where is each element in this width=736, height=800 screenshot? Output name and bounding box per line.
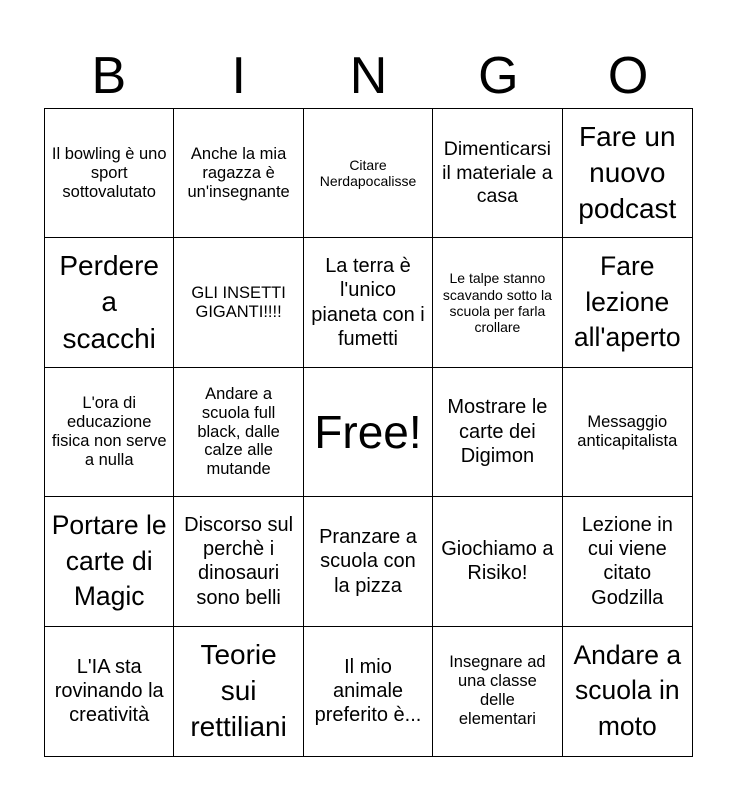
free-space-cell[interactable]: Free! xyxy=(304,368,433,497)
bingo-cell[interactable]: Il mio animale preferito è... xyxy=(304,627,433,756)
bingo-cell[interactable]: Insegnare ad una classe delle elementari xyxy=(433,627,562,756)
header-letter-o: O xyxy=(607,47,649,105)
bingo-cell[interactable]: Lezione in cui viene citato Godzilla xyxy=(563,497,692,626)
bingo-cell[interactable]: Teorie sui rettiliani xyxy=(174,627,303,756)
header-letter-n: N xyxy=(349,47,388,105)
bingo-cell[interactable]: Pranzare a scuola con la pizza xyxy=(304,497,433,626)
header-letter-b: B xyxy=(91,47,127,105)
bingo-cell[interactable]: Andare a scuola in moto xyxy=(573,639,682,742)
bingo-cell[interactable]: Citare Nerdapocalisse xyxy=(304,109,433,238)
bingo-cell[interactable]: L'IA sta rovinando la creatività xyxy=(45,627,174,756)
bingo-cell[interactable]: Giochiamo a Risiko! xyxy=(433,497,562,626)
bingo-cell[interactable]: Fare lezione all'aperto xyxy=(563,238,692,367)
bingo-cell[interactable]: L'ora di educazione fisica non serve a nulla xyxy=(45,368,174,497)
bingo-cell[interactable]: Portare le carte di Magic xyxy=(45,497,174,626)
bingo-cell[interactable]: Le talpe stanno scavando sotto la scuola per farla crollare xyxy=(433,238,562,367)
bingo-header xyxy=(44,44,693,108)
bingo-cell[interactable]: GLI INSETTI GIGANTI!!!! xyxy=(174,238,303,367)
bingo-cell[interactable]: Andare a scuola full black, dalle calze alle mutande xyxy=(174,368,303,497)
bingo-cell[interactable]: Perdere a scacchi xyxy=(45,238,174,367)
bingo-cell[interactable]: Mostrare le carte dei Digimon xyxy=(433,368,562,497)
bingo-cell[interactable]: Discorso sul perchè i dinosauri sono belli xyxy=(174,497,303,626)
bingo-card xyxy=(44,108,693,757)
bingo-cell[interactable]: Il bowling è uno sport sottovalutato xyxy=(45,109,174,238)
bingo-cell[interactable]: Messaggio anticapitalista xyxy=(563,368,692,497)
header-letter-i: I xyxy=(231,47,246,105)
bingo-cell[interactable]: Anche la mia ragazza è un'insegnante xyxy=(174,109,303,238)
bingo-cell[interactable]: La terra è l'unico pianeta con i fumetti xyxy=(304,238,433,367)
bingo-cell[interactable]: Dimenticarsi il materiale a casa xyxy=(433,109,562,238)
header-letter-g: G xyxy=(478,47,519,105)
bingo-cell[interactable]: Fare un nuovo podcast xyxy=(563,109,692,238)
